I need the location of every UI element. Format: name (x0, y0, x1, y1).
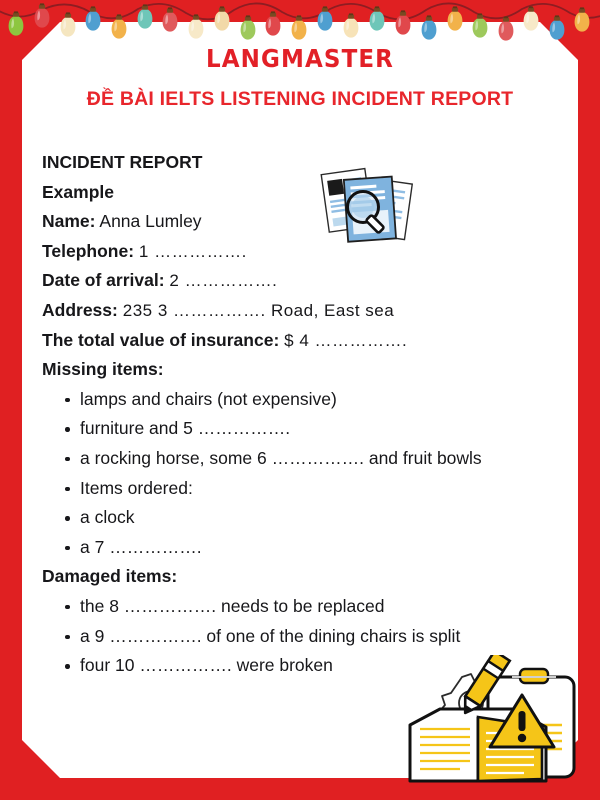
page-title: ĐỀ BÀI IELTS LISTENING INCIDENT REPORT (86, 88, 514, 110)
field-name: Name: Anna Lumley (42, 211, 202, 232)
field-total-value-of-insurance-value: $ 4 ……………. (284, 330, 408, 350)
missing-items-heading: Missing items: (42, 359, 164, 380)
example-label: Example (42, 181, 114, 202)
field-date-of-arrival-value: 2 ……………. (169, 271, 278, 291)
brand-logo: LANGMASTER (206, 44, 394, 73)
list-item: a clock (42, 503, 562, 533)
list-item: lamps and chairs (not expensive) (42, 385, 562, 415)
field-address-value: 235 3 ……………. Road, East sea (122, 300, 395, 320)
report-body (42, 148, 562, 681)
field-date-of-arrival: Date of arrival: 2 ……………. (42, 270, 278, 291)
damaged-items-heading: Damaged items: (42, 566, 178, 587)
list-item: a 9 ……………. of one of the dining chairs is split (42, 622, 562, 652)
clipboard-pencil-warning-icon (404, 655, 584, 785)
list-item: furniture and 5 ……………. (42, 414, 562, 444)
report-title: INCIDENT REPORT (42, 152, 203, 172)
field-address: Address: 235 3 ……………. Road, East sea (42, 299, 395, 320)
list-item: a 7 ……………. (42, 533, 562, 563)
field-name-value: Anna Lumley (99, 211, 202, 232)
list-item: a rocking horse, some 6 ……………. and fruit bowls (42, 444, 562, 474)
field-total-value-of-insurance: The total value of insurance: $ 4 ……………. (42, 329, 408, 350)
list-item: Items ordered: (42, 474, 562, 504)
missing-items-list (42, 385, 562, 563)
list-item: the 8 ……………. needs to be replaced (42, 592, 562, 622)
field-telephone: Telephone: 1 ……………. (42, 240, 247, 261)
field-telephone-value: 1 ……………. (138, 241, 247, 261)
list-item: four 10 ……………. were broken (42, 651, 562, 681)
